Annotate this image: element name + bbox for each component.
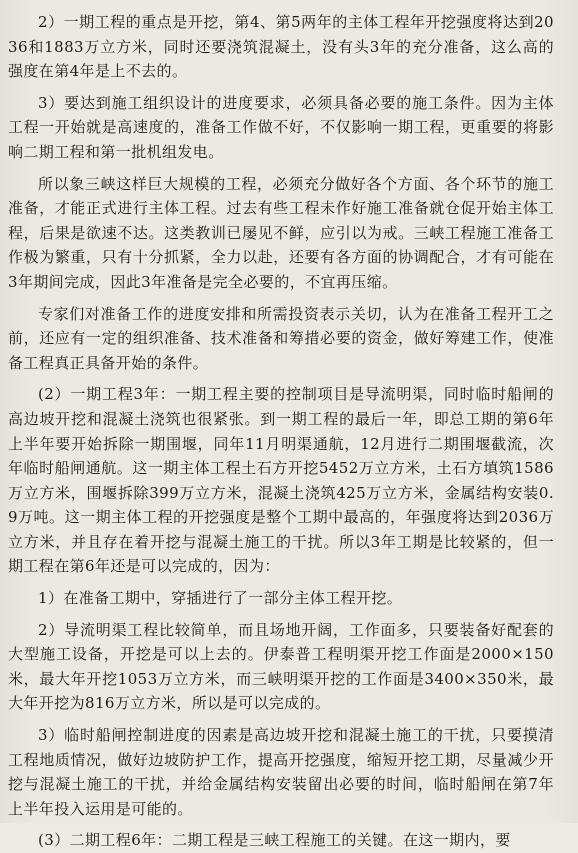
paragraph-phase-one-schedule: (2）一期工程3年：一期工程主要的控制项目是导流明渠，同时临时船闸的高边坡开挖和混凝土浇筑也很紧张。到一期工程的最后一年，即总工期的第6年上半年要开始拆除一期围堰，同年11月明渠通航，12月进行二期围堰截流，次年临时船闸通航。这一期主体工程土石方开挖5452万立方米，土石方填筑1586万立方米，围堰拆除399万立方米，混凝土浇筑425万立方米，金属结构安装0.9万吨。这一期主体工程的开挖强度是整个工期中最高的，年强度将达到2036万立方米，并且存在着开挖与混凝土施工的干扰。所以3年工期是比较紧的，但一期工程在第6年还是可以完成的，因为： [8, 385, 554, 576]
paragraph-phase-two-start: (3）二期工程6年：二期工程是三峡工程施工的关键。在这一期内，要 [38, 831, 511, 850]
paragraph-excavation-focus: 2）一期工程的重点是开挖，第4、第5两年的主体工程年开挖强度将达到2036和1883万立方米，同时还要浇筑混凝土，没有头3年的充分准备，这么高的强度在第4年是上不去的。 [8, 13, 554, 81]
paragraph-reason-one: 1）在准备工期中，穿插进行了一部分主体工程开挖。 [38, 589, 403, 608]
paragraph-preparation-necessity: 所以象三峡这样巨大规模的工程，必须充分做好各个方面、各个环节的施工准备，才能正式进行主体工程。过去有些工程未作好施工准备就仓促开始主体工程，后果是欲速不达。这类教训已屡见不鲜，应引以为戒。三峡工程施工准备工作极为繁重，只有十分抓紧，全力以赴，还要有各方面的协调配合，才有可能在3年期间完成，因此3年准备是完全必要的，不宜再压缩。 [8, 174, 554, 291]
paragraph-expert-concerns: 专家们对准备工作的进度安排和所需投资表示关切，认为在准备工程开工之前，还应有一定的组织准备、技术准备和筹措必要的资金，做好筹建工作，使准备工程真正具备开始的条件。 [8, 304, 554, 372]
paragraph-construction-conditions: 3）要达到施工组织设计的进度要求，必须具备必要的施工条件。因为主体工程一开始就是高速度的，准备工作做不好，不仅影响一期工程，更重要的将影响二期工程和第一批机组发电。 [8, 93, 554, 161]
paragraph-reason-two: 2）导流明渠工程比较简单，而且场地开阔，工作面多，只要装备好配套的大型施工设备，开挖是可以上去的。伊泰普工程明渠开挖工作面是2000×150米，最大年开挖1053万立方米，而三峡明渠开挖的工作面是3400×350米，最大年开挖为816万立方米，所以是可以完成的。 [8, 620, 554, 713]
paragraph-reason-three: 3）临时船闸控制进度的因素是高边坡开挖和混凝土施工的干扰，只要摸清工程地质情况，做好边坡防护工作，提高开挖强度，缩短开挖工期，尽量减少开挖与混凝土施工的干扰，并给金属结构安装留出必要的时间，临时船闸在第7年上半年投入运用是可能的。 [8, 726, 554, 818]
